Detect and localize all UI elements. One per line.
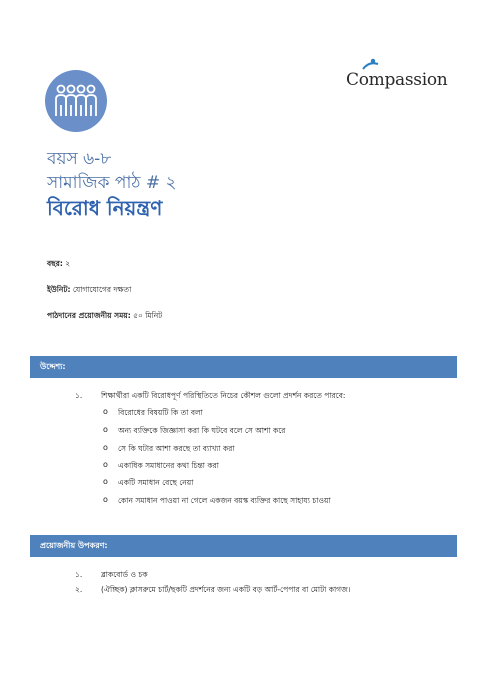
objective-text: শিক্ষার্থীরা একটি বিরোধপূর্ণ পরিস্থিতিতে নিচের কৌশল গুলো প্রদর্শন করতে পারবে: — [101, 391, 346, 400]
year-label: বছর: — [47, 259, 63, 268]
compassion-logo — [346, 60, 456, 100]
material-text: ব্লাকবোর্ড ও চক — [101, 570, 148, 579]
time-label: পাঠদানের প্রয়োজনীয় সময়: — [47, 311, 131, 320]
lesson-number: সামাজিক পাঠ # ২ — [47, 173, 177, 193]
bullet-icon: o — [103, 460, 108, 469]
material-text: (ঐচ্ছিক) ক্লাসরুমে চার্ট/ছকটি প্রদর্শনের জন্য একটি বড় আর্ট-পেপার বা মোটা কাগজ। — [101, 585, 351, 594]
material-item — [75, 570, 455, 582]
age-range: বয়স ৬-৮ — [47, 149, 112, 169]
subitem-text: সে কি ঘটার আশা করছে তা ব্যাখ্যা করা — [118, 444, 235, 453]
objectives-header — [30, 356, 457, 378]
material-item — [75, 585, 455, 597]
material-number: ১. — [75, 570, 83, 579]
meta-time — [47, 311, 162, 323]
subitem-text: একাধিক সমাধানের কথা চিন্তা করা — [118, 461, 219, 470]
material-number: ২. — [75, 585, 83, 594]
bullet-icon: o — [103, 477, 108, 486]
bullet-icon: o — [103, 443, 108, 452]
brand-name: Compassion — [346, 70, 448, 90]
materials-heading: প্রয়োজনীয় উপকরণ: — [40, 541, 108, 550]
objectives-heading: উদ্দেশ্য: — [40, 362, 66, 371]
subitem-text: কোন সমাধান পাওয়া না গেলে একজন বয়স্ক ব্যক্তির কাছে সাহায্য চাওয়া — [118, 496, 331, 505]
subitem-text: বিরোধের বিষয়টি কি তা বলা — [118, 408, 203, 417]
people-group-icon — [45, 70, 107, 132]
bullet-icon: o — [103, 425, 108, 434]
materials-header — [30, 535, 457, 557]
time-value: ৫০ মিনিট — [133, 311, 163, 320]
objective-number: ১. — [75, 391, 83, 400]
bullet-icon: o — [103, 495, 108, 504]
meta-year — [47, 259, 70, 271]
subitem-text: অন্য ব্যক্তিকে জিজ্ঞাসা করা কি ঘটবে বলে সে আশা করে — [118, 426, 286, 435]
subitem-text: একটি সমাধান বেছে নেয়া — [118, 478, 194, 487]
objective-item — [75, 391, 455, 403]
meta-unit — [47, 285, 131, 297]
bullet-icon: o — [103, 407, 108, 416]
page-title: বিরোধ নিয়ন্ত্রণ — [47, 196, 163, 220]
unit-value: যোগাযোগের দক্ষতা — [72, 285, 132, 294]
year-value: ২ — [65, 259, 71, 268]
unit-label: ইউনিট: — [47, 285, 71, 294]
